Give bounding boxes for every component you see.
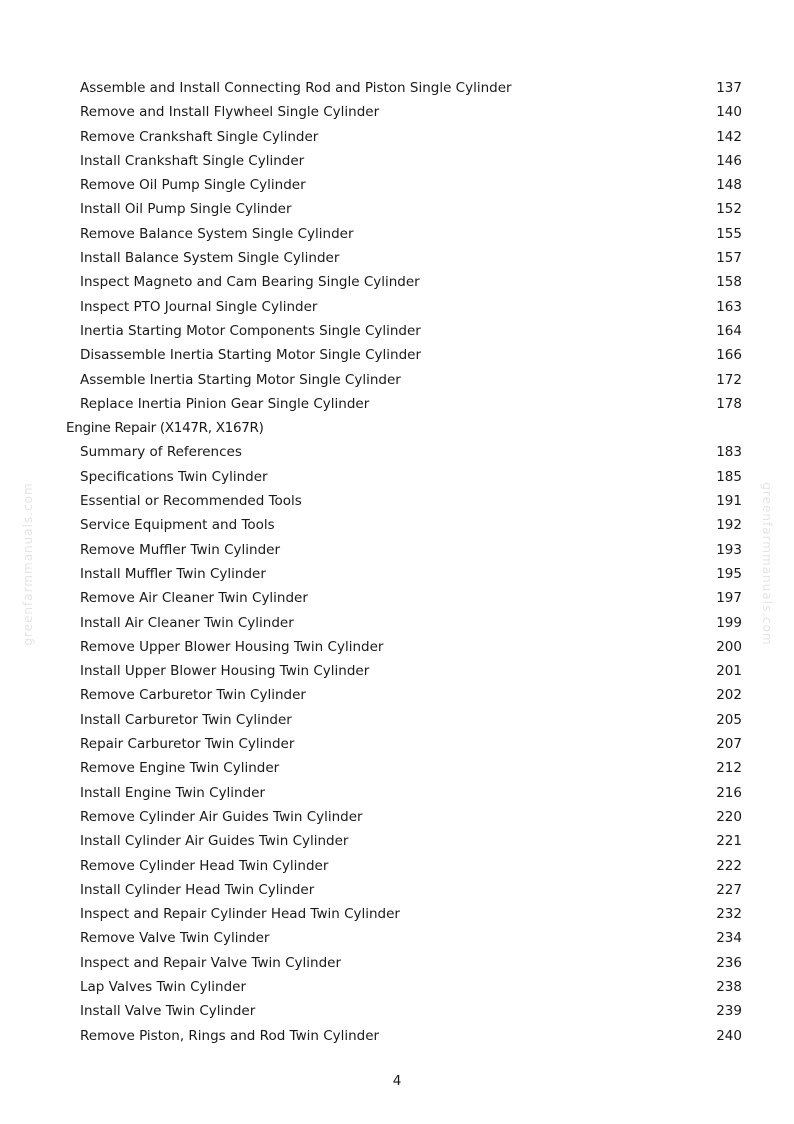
toc-entry-page: 192 [716, 517, 742, 534]
toc-entry[interactable] [0, 173, 794, 197]
toc-entry-page: 205 [716, 711, 742, 728]
toc-entry[interactable] [0, 100, 794, 124]
toc-entry-title: Replace Inertia Pinion Gear Single Cylinder [80, 395, 370, 412]
toc-entry-title: Inspect PTO Journal Single Cylinder [80, 298, 318, 315]
toc-entry-title: Install Carburetor Twin Cylinder [80, 711, 292, 728]
toc-entry-title: Remove Air Cleaner Twin Cylinder [80, 590, 308, 607]
toc-entry-page: 178 [716, 395, 742, 412]
toc-entry-title: Service Equipment and Tools [80, 517, 275, 534]
toc-entry[interactable] [0, 951, 794, 975]
toc-entry[interactable] [0, 513, 794, 537]
toc-entry-page: 157 [716, 250, 742, 267]
toc-entry[interactable] [0, 902, 794, 926]
toc-entry-page: 216 [716, 784, 742, 801]
toc-entry-title: Install Valve Twin Cylinder [80, 1003, 256, 1020]
toc-entry[interactable] [0, 392, 794, 416]
toc-entry-title: Remove Piston, Rings and Rod Twin Cylinder [80, 1027, 380, 1044]
toc-entry-title: Specifications Twin Cylinder [80, 468, 268, 485]
toc-entry-title: Remove Muffler Twin Cylinder [80, 541, 281, 558]
toc-entry-title: Install Cylinder Head Twin Cylinder [80, 881, 315, 898]
toc-entry[interactable] [0, 295, 794, 319]
toc-entry[interactable] [0, 683, 794, 707]
toc-entry[interactable] [0, 1024, 794, 1048]
watermark-left: greenfarmmanuals.com [21, 482, 35, 646]
toc-entry-title: Install Muffler Twin Cylinder [80, 565, 266, 582]
toc-entry[interactable] [0, 732, 794, 756]
toc-entry[interactable] [0, 586, 794, 610]
page-number: 4 [392, 1073, 402, 1089]
toc-entry-page: 238 [716, 978, 742, 995]
toc-entry-title: Disassemble Inertia Starting Motor Single Cylinder [80, 347, 422, 364]
toc-entry-page: 185 [716, 468, 742, 485]
toc-entry-title: Repair Carburetor Twin Cylinder [80, 736, 295, 753]
toc-entry-title: Assemble Inertia Starting Motor Single Cylinder [80, 371, 401, 388]
toc-entry-page: 164 [716, 322, 742, 339]
toc-entry-page: 201 [716, 663, 742, 680]
toc-entry-title: Inertia Starting Motor Components Single Cylinder [80, 322, 421, 339]
toc-entry-page: 236 [716, 954, 742, 971]
toc-entry-title: Remove Upper Blower Housing Twin Cylinder [80, 638, 384, 655]
toc-entry-page: 239 [716, 1003, 742, 1020]
toc-entry[interactable] [0, 440, 794, 464]
toc-entry-title: Install Air Cleaner Twin Cylinder [80, 614, 294, 631]
toc-entry-title: Remove and Install Flywheel Single Cylinder [80, 104, 380, 121]
toc-entry-page: 199 [716, 614, 742, 631]
toc-entry-title: Install Cylinder Air Guides Twin Cylinder [80, 833, 349, 850]
toc-entry-page: 146 [716, 152, 742, 169]
toc-entry-page: 140 [716, 104, 742, 121]
toc-entry-page: 240 [716, 1027, 742, 1044]
toc-entry-title: Remove Crankshaft Single Cylinder [80, 128, 319, 145]
toc-entry-title: Remove Carburetor Twin Cylinder [80, 687, 306, 704]
toc-entry[interactable] [0, 465, 794, 489]
toc-entry-page: 234 [716, 930, 742, 947]
toc-entry[interactable] [0, 999, 794, 1023]
toc-entry[interactable] [0, 756, 794, 780]
toc-entry-title: Assemble and Install Connecting Rod and Piston Single Cylinder [80, 80, 512, 96]
toc-entry-page: 158 [716, 274, 742, 291]
toc-entry-page: 155 [716, 225, 742, 242]
toc-entry-title: Install Balance System Single Cylinder [80, 250, 340, 267]
toc-entry[interactable] [0, 222, 794, 246]
toc-entry-title: Lap Valves Twin Cylinder [80, 978, 247, 995]
toc-entry-page: 200 [716, 638, 742, 655]
toc-entry-title: Install Engine Twin Cylinder [80, 784, 266, 801]
toc-entry[interactable] [0, 635, 794, 659]
toc-entry-title: Engine Repair (X147R, X167R) [66, 420, 264, 437]
toc-entry-title: Remove Balance System Single Cylinder [80, 225, 354, 242]
toc-entry[interactable] [0, 149, 794, 173]
toc-entry[interactable] [0, 781, 794, 805]
toc-entry-page: 227 [716, 881, 742, 898]
toc-entry-page: 222 [716, 857, 742, 874]
toc-entry[interactable] [0, 343, 794, 367]
table-of-contents [0, 76, 794, 1048]
toc-entry[interactable] [0, 829, 794, 853]
toc-entry-title: Install Upper Blower Housing Twin Cylinder [80, 663, 370, 680]
toc-entry-title: Essential or Recommended Tools [80, 493, 302, 510]
toc-entry-page: 183 [716, 444, 742, 461]
toc-entry-page: 221 [716, 833, 742, 850]
watermark-right: greenfarmmanuals.com [760, 482, 774, 646]
toc-entry[interactable] [0, 562, 794, 586]
toc-entry[interactable] [0, 319, 794, 343]
toc-entry-title: Install Crankshaft Single Cylinder [80, 152, 305, 169]
toc-entry-title: Inspect Magneto and Cam Bearing Single Cylinder [80, 274, 420, 291]
toc-entry[interactable] [0, 246, 794, 270]
toc-entry-title: Inspect and Repair Cylinder Head Twin Cylinder [80, 906, 400, 923]
toc-entry-page: 166 [716, 347, 742, 364]
toc-entry[interactable] [0, 538, 794, 562]
toc-entry-title: Remove Cylinder Air Guides Twin Cylinder [80, 808, 363, 825]
toc-entry-title: Remove Oil Pump Single Cylinder [80, 177, 306, 194]
toc-entry[interactable] [0, 708, 794, 732]
toc-entry[interactable] [0, 975, 794, 999]
toc-entry[interactable] [0, 926, 794, 950]
toc-entry[interactable] [0, 368, 794, 392]
toc-entry-title: Install Oil Pump Single Cylinder [80, 201, 292, 218]
toc-entry-page: 148 [716, 177, 742, 194]
toc-entry-page: 191 [716, 493, 742, 510]
toc-entry[interactable] [0, 611, 794, 635]
toc-entry-page: 163 [716, 298, 742, 315]
toc-entry[interactable] [0, 197, 794, 221]
toc-entry-page: 220 [716, 808, 742, 825]
toc-entry-title: Remove Cylinder Head Twin Cylinder [80, 857, 329, 874]
toc-entry-title: Remove Valve Twin Cylinder [80, 930, 270, 947]
toc-entry-page: 142 [716, 128, 742, 145]
toc-entry-title: Remove Engine Twin Cylinder [80, 760, 280, 777]
toc-entry-title: Inspect and Repair Valve Twin Cylinder [80, 954, 342, 971]
toc-entry-page: 207 [716, 736, 742, 753]
toc-section-heading[interactable] [0, 416, 794, 440]
toc-entry-page: 137 [716, 80, 742, 96]
toc-entry[interactable] [0, 270, 794, 294]
toc-entry[interactable] [0, 854, 794, 878]
toc-entry-page: 202 [716, 687, 742, 704]
toc-entry[interactable] [0, 805, 794, 829]
toc-entry-page: 152 [716, 201, 742, 218]
toc-entry-page: 172 [716, 371, 742, 388]
toc-entry-page: 195 [716, 565, 742, 582]
toc-entry-page: 212 [716, 760, 742, 777]
toc-entry-page: 232 [716, 906, 742, 923]
toc-entry[interactable] [0, 489, 794, 513]
toc-entry[interactable] [0, 878, 794, 902]
toc-entry-page: 197 [716, 590, 742, 607]
toc-entry[interactable] [0, 76, 794, 100]
toc-entry[interactable] [0, 125, 794, 149]
toc-entry-page: 193 [716, 541, 742, 558]
toc-entry[interactable] [0, 659, 794, 683]
toc-entry-title: Summary of References [80, 444, 242, 461]
